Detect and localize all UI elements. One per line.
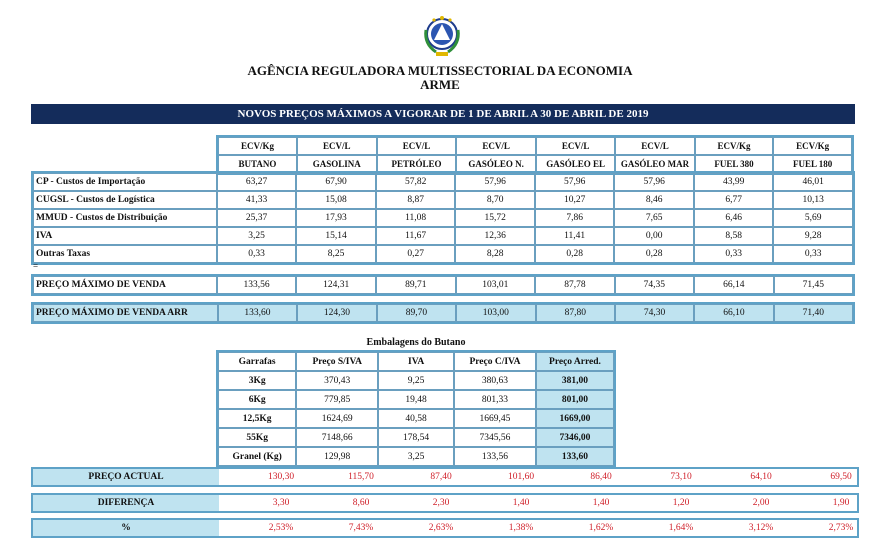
pmv_arr-value: 89,70 [377,304,456,322]
pmv-value: 103,01 [456,276,536,294]
product-name: GASOLINA [297,155,377,173]
butano-header-row [218,352,614,371]
summary-value: 130,30 [267,472,295,482]
equals-sign: = [33,261,39,271]
butano-row [218,371,614,390]
summary-value: 64,10 [750,472,772,482]
cost-value: 10,13 [773,191,853,209]
summary-value: 1,64% [668,523,694,533]
butano-row [218,390,614,409]
summary-value: 2,53% [268,523,294,533]
cost-value: 0,28 [614,245,694,263]
cost-value: 57,96 [614,173,694,191]
summary-preco-actual [31,467,859,487]
butano-cell: 1669,45 [454,409,536,428]
butano-cell: 779,85 [296,390,378,409]
unit-label: ECV/L [297,137,377,155]
pmv_arr-value: 87,80 [536,304,615,322]
butano-cell: 7148,66 [296,428,378,447]
pmv_arr-value: 124,30 [297,304,377,322]
cost-value: 11,67 [376,227,456,245]
butano-cell: 801,00 [536,390,614,409]
unit-label: ECV/Kg [695,137,774,155]
cost-value: 6,46 [694,209,774,227]
butano-header: Preço S/IVA [296,352,378,371]
cost-value: 0,27 [376,245,456,263]
butano-cell: 133,60 [536,447,614,466]
butano-cell: 3,25 [378,447,454,466]
row-label: CP - Custos de Importação [33,173,217,191]
pmv-arr-row [31,302,855,324]
cost-value: 8,58 [694,227,774,245]
summary-value: 101,60 [507,472,535,482]
cost-value: 8,46 [614,191,694,209]
summary-value: 7,43% [348,523,374,533]
cost-value: 46,01 [773,173,853,191]
butano-cell: 380,63 [454,371,536,390]
product-name: FUEL 180 [773,155,852,173]
cost-value: 8,28 [455,245,535,263]
cost-row [33,209,853,227]
summary-value: 1,40 [592,498,610,508]
pmv-value: 124,31 [296,276,376,294]
cost-value: 43,99 [694,173,774,191]
butano-cell: Granel (Kg) [218,447,296,466]
summary-label: % [33,520,219,536]
pmv-value: 71,45 [774,276,853,294]
summary-value: 69,50 [830,472,852,482]
butano-row [218,447,614,466]
product-name: GASÓLEO EL [536,155,615,173]
butano-cell: 7345,56 [454,428,536,447]
pmv-value: 87,78 [535,276,614,294]
pmv_arr-value: 71,40 [774,304,853,322]
butano-cell: 129,98 [296,447,378,466]
butano-row [218,409,614,428]
unit-label: ECV/L [536,137,615,155]
cost-value: 8,87 [376,191,456,209]
pmv_arr-value: 103,00 [456,304,536,322]
arme-logo [418,12,466,60]
cost-value: 0,33 [217,245,297,263]
butano-cell: 1669,00 [536,409,614,428]
butano-cell: 381,00 [536,371,614,390]
product-header [216,135,854,175]
pmv_arr-value: 133,60 [218,304,298,322]
cost-row [33,227,853,245]
butano-cell: 370,43 [296,371,378,390]
cost-value: 8,25 [296,245,376,263]
butano-cell: 7346,00 [536,428,614,447]
cost-value: 57,82 [376,173,456,191]
title-banner: NOVOS PREÇOS MÁXIMOS A VIGORAR DE 1 DE ABRIL A 30 DE ABRIL DE 2019 [31,104,855,124]
row-label: CUGSL - Custos de Logística [33,191,217,209]
summary-value: 73,10 [670,472,692,482]
summary-value: 1,40 [512,498,530,508]
pmv_arr-label: PREÇO MÁXIMO DE VENDA ARR [33,304,218,322]
summary-value: 2,63% [428,523,454,533]
butano-cell: 133,56 [454,447,536,466]
cost-value: 3,25 [217,227,297,245]
summary-value: 1,90 [832,498,850,508]
cost-value: 7,65 [614,209,694,227]
cost-row [33,191,853,209]
butano-cell: 9,25 [378,371,454,390]
cost-value: 11,08 [376,209,456,227]
summary-value: 86,40 [590,472,612,482]
pmv-value: 66,14 [694,276,773,294]
butano-cell: 55Kg [218,428,296,447]
cost-value: 7,86 [535,209,615,227]
cost-value: 63,27 [217,173,297,191]
cost-value: 0,28 [535,245,615,263]
row-label: IVA [33,227,217,245]
butano-table [216,350,616,468]
butano-header: Preço Arred. [536,352,614,371]
summary-value: 3,30 [272,498,290,508]
row-label: MMUD - Custos de Distribuição [33,209,217,227]
butano-cell: 1624,69 [296,409,378,428]
pmv_arr-value: 66,10 [694,304,773,322]
pmv-row [31,274,855,296]
butano-cell: 801,33 [454,390,536,409]
cost-value: 15,08 [296,191,376,209]
summary-value: 1,38% [508,523,534,533]
summary-value: 3,12% [748,523,774,533]
cost-value: 12,36 [455,227,535,245]
cost-row [33,245,853,263]
cost-value: 0,33 [694,245,774,263]
cost-value: 41,33 [217,191,297,209]
row-label: Outras Taxas [33,245,217,263]
pmv_arr-value: 74,30 [615,304,694,322]
cost-value: 57,96 [455,173,535,191]
summary-value: 87,40 [430,472,452,482]
cost-value: 6,77 [694,191,774,209]
cost-value: 9,28 [773,227,853,245]
cost-value: 8,70 [455,191,535,209]
product-name: GASÓLEO MAR [615,155,694,173]
summary-value: 1,62% [588,523,614,533]
cost-value: 25,37 [217,209,297,227]
butano-header: IVA [378,352,454,371]
unit-label: ECV/L [615,137,694,155]
pmv-value: 133,56 [217,276,297,294]
cost-value: 15,14 [296,227,376,245]
cost-value: 15,72 [455,209,535,227]
butano-cell: 6Kg [218,390,296,409]
butano-row [218,428,614,447]
summary-percent [31,518,859,538]
cost-value: 11,41 [535,227,615,245]
summary-value: 2,73% [828,523,854,533]
butano-header: Garrafas [218,352,296,371]
pmv-label: PREÇO MÁXIMO DE VENDA [33,276,217,294]
summary-label: DIFERENÇA [33,495,219,511]
product-name: GASÓLEO N. [456,155,535,173]
cost-value: 67,90 [296,173,376,191]
summary-value: 1,20 [672,498,690,508]
pmv-value: 74,35 [615,276,694,294]
pmv-value: 89,71 [376,276,455,294]
cost-value: 0,33 [773,245,853,263]
product-name: BUTANO [218,155,297,173]
cost-row [33,173,853,191]
butano-cell: 3Kg [218,371,296,390]
summary-label: PREÇO ACTUAL [33,469,219,485]
agency-header [0,64,880,92]
butano-cell: 40,58 [378,409,454,428]
cost-value: 10,27 [535,191,615,209]
cost-value: 5,69 [773,209,853,227]
butano-cell: 178,54 [378,428,454,447]
butano-cell: 12,5Kg [218,409,296,428]
cost-value: 0,00 [614,227,694,245]
cost-value: 57,96 [535,173,615,191]
agency-name: AGÊNCIA REGULADORA MULTISSECTORIAL DA ECONOMIA [247,63,633,78]
unit-label: ECV/L [377,137,457,155]
summary-value: 2,30 [432,498,450,508]
butano-title: Embalagens do Butano [366,337,466,348]
product-name: PETRÓLEO [377,155,457,173]
unit-label: ECV/Kg [773,137,852,155]
unit-label: ECV/Kg [218,137,297,155]
butano-header: Preço C/IVA [454,352,536,371]
butano-cell: 19,48 [378,390,454,409]
summary-diferenca [31,493,859,513]
summary-value: 2,00 [752,498,770,508]
agency-acronym: ARME [420,77,460,92]
summary-value: 8,60 [352,498,370,508]
cost-table [31,171,855,265]
unit-label: ECV/L [456,137,535,155]
summary-value: 115,70 [348,472,374,482]
product-name: FUEL 380 [695,155,774,173]
cost-value: 17,93 [296,209,376,227]
